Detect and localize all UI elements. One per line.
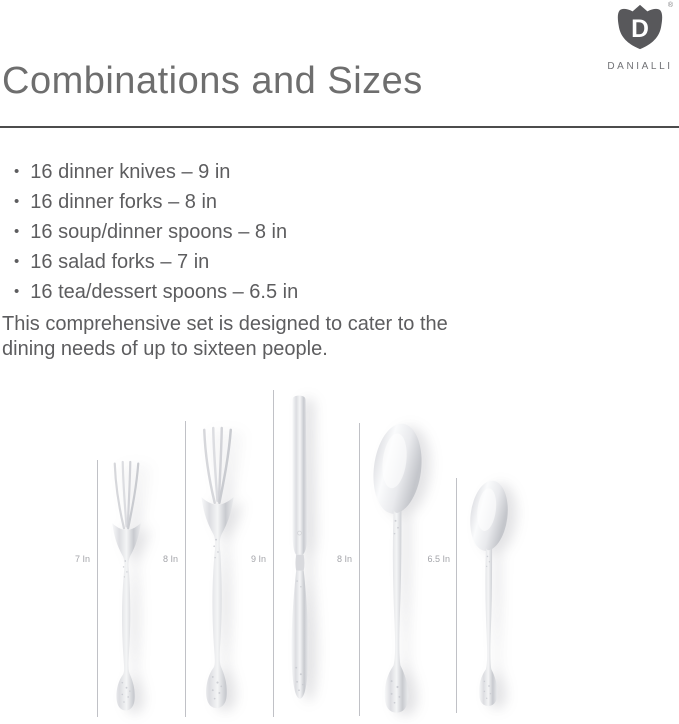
list-item-text: 16 tea/dessert spoons – 6.5 in — [30, 281, 299, 303]
list-item — [14, 188, 679, 218]
size-label: 9 In — [250, 554, 266, 564]
salad-fork-image — [103, 456, 150, 718]
tea-dessert-spoon-image — [466, 476, 512, 712]
brand-block — [603, 4, 677, 72]
list-item — [14, 158, 679, 188]
bullet-icon: • — [14, 163, 20, 180]
list-item — [14, 278, 679, 308]
list-item — [14, 248, 679, 278]
soup-dinner-spoon-image — [368, 419, 427, 719]
brand-name: DANIALLI — [607, 61, 673, 72]
size-list — [0, 158, 679, 308]
logo-letter: D — [631, 15, 649, 43]
measurement-line — [359, 423, 360, 716]
size-label: 8 In — [162, 554, 178, 564]
description-line: dining needs of up to sixteen people. — [2, 338, 328, 360]
size-label: 7 In — [74, 554, 90, 564]
measurement-line — [97, 460, 98, 717]
dinner-knife-image — [283, 383, 315, 717]
size-label: 6.5 In — [427, 554, 450, 564]
bullet-icon: • — [14, 253, 20, 270]
list-item-text: 16 salad forks – 7 in — [30, 251, 210, 273]
registered-mark: ® — [667, 2, 673, 9]
list-item — [14, 218, 679, 248]
measurement-line — [185, 421, 186, 717]
brand-logo — [615, 2, 673, 50]
title-divider — [0, 126, 679, 128]
shield-logo-icon — [615, 4, 665, 50]
bullet-icon: • — [14, 193, 20, 210]
cutlery-figure — [0, 380, 679, 724]
bullet-icon: • — [14, 283, 20, 300]
size-label: 8 In — [336, 554, 352, 564]
description — [0, 312, 679, 362]
measurement-line — [273, 390, 274, 717]
bullet-icon: • — [14, 223, 20, 240]
description-line: This comprehensive set is designed to cater to the — [2, 313, 448, 335]
list-item-text: 16 dinner knives – 9 in — [30, 161, 231, 183]
measurement-line — [456, 478, 457, 713]
list-item-text: 16 dinner forks – 8 in — [30, 191, 218, 213]
page-title: Combinations and Sizes — [2, 60, 423, 102]
list-item-text: 16 soup/dinner spoons – 8 in — [30, 221, 288, 243]
dinner-fork-image — [191, 419, 244, 719]
